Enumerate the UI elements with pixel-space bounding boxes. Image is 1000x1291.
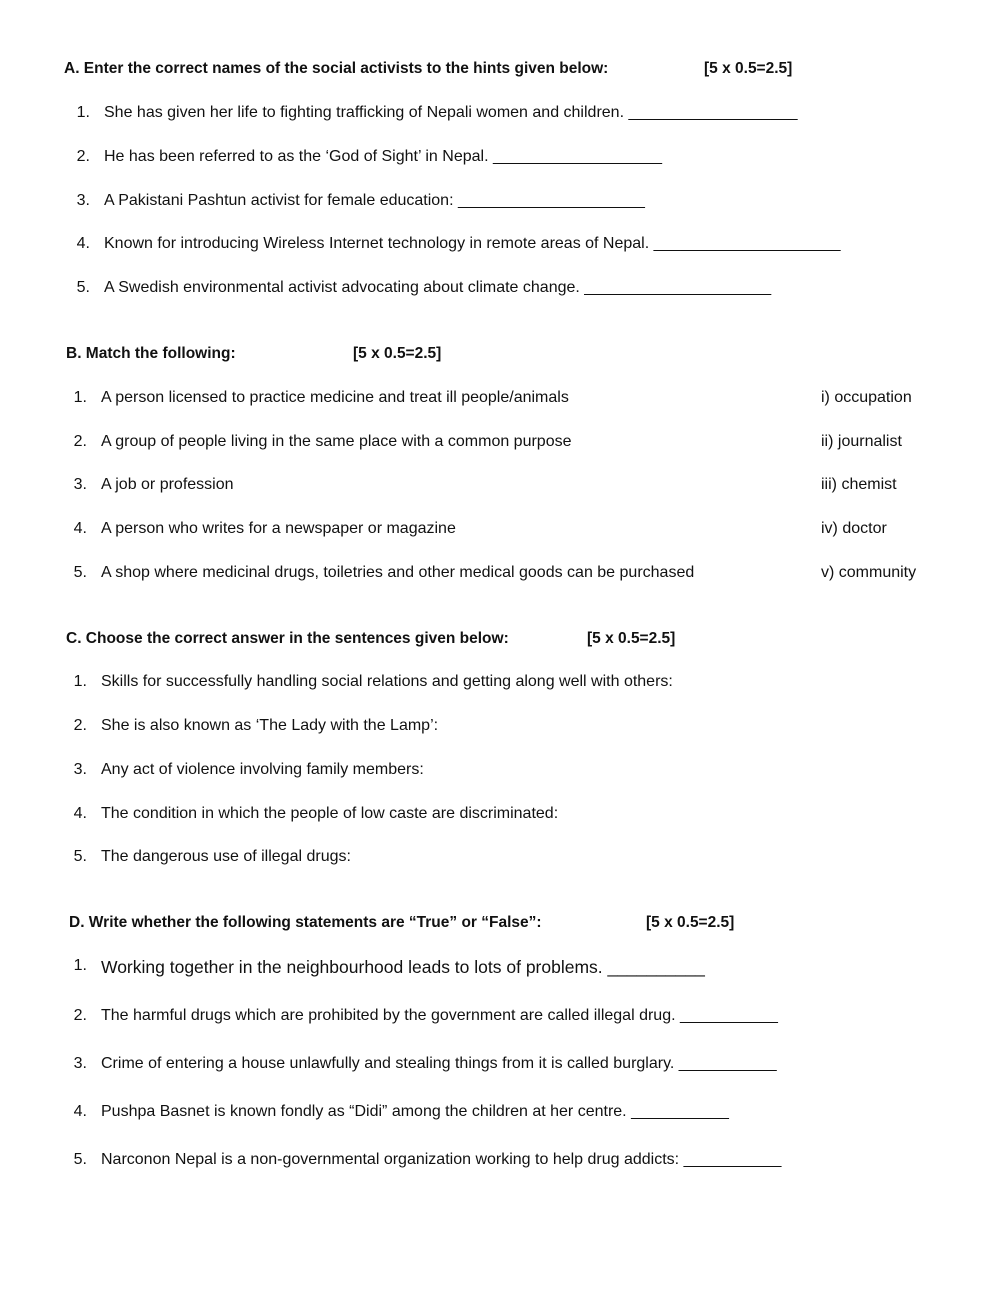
- match-option: i) occupation: [821, 389, 912, 406]
- match-option: iii) chemist: [821, 476, 897, 493]
- section-b-heading: B. Match the following:: [66, 345, 236, 362]
- section-c-heading: C. Choose the correct answer in the sentences given below:: [66, 630, 509, 647]
- section-a-marks: [5 x 0.5=2.5]: [704, 60, 793, 77]
- match-option: ii) journalist: [821, 433, 902, 450]
- section-d-heading: D. Write whether the following statements are “True” or “False”:: [69, 914, 542, 931]
- section-b-marks: [5 x 0.5=2.5]: [353, 345, 442, 362]
- section-d-marks: [5 x 0.5=2.5]: [646, 914, 735, 931]
- section-a-heading: A. Enter the correct names of the social activists to the hints given below:: [64, 60, 609, 77]
- worksheet-page: A. Enter the correct names of the social activists to the hints given below: [5 x 0.5=2.5] 1. She has given her life to fighting trafficking of Nepali women and children. ___________________ 2. He has been referred to as the ‘God of Sight’ in Nepal. ___________________ 3. A Pakistani Pashtun activist for female education: _____________________ 4. Known for introducing Wireless Internet technology in remote areas of Nepal. _____________________ 5. A Swedish environmental activist advocating about climate change. _____________________ B. Match the following: [5 x 0.5=2.5] 1. A person licensed to practice medicine and treat ill people/animals i) occupation 2. A group of people living in the same place with a common purpose ii) journalist 3. A job or profession iii) chemist 4. A person who writes for a newspaper or magazine iv) doctor 5. A shop where medicinal drugs, toiletries and other medical goods can be purchased v) community C. Choose the correct answer in the sentences given below: [5 x 0.5=2.5] 1. Skills for successfully handling social relations and getting along well with others: 2. She is also known as ‘The Lady with the Lamp’: 3. Any act of violence involving family members: 4. The condition in which the people of low caste are discriminated: 5. The dangerous use of illegal drugs: D. Write whether the following statements are “True” or “False”: [5 x 0.5=2.5] 1. Working together in the neighbourhood leads to lots of problems. __________ 2. The harmful drugs which are prohibited by the government are called illegal drug. ___________ 3. Crime of entering a house unlawfully and stealing things from it is called burglary. ___________ 4. Pushpa Basnet is known fondly as “Didi” among the children at her centre. ___________ 5. Narconon Nepal is a non-governmental organization working to help drug addicts: ___________: [64, 60, 917, 1168]
- match-option: iv) doctor: [821, 520, 887, 537]
- section-c-marks: [5 x 0.5=2.5]: [587, 630, 676, 647]
- match-option: v) community: [821, 564, 917, 581]
